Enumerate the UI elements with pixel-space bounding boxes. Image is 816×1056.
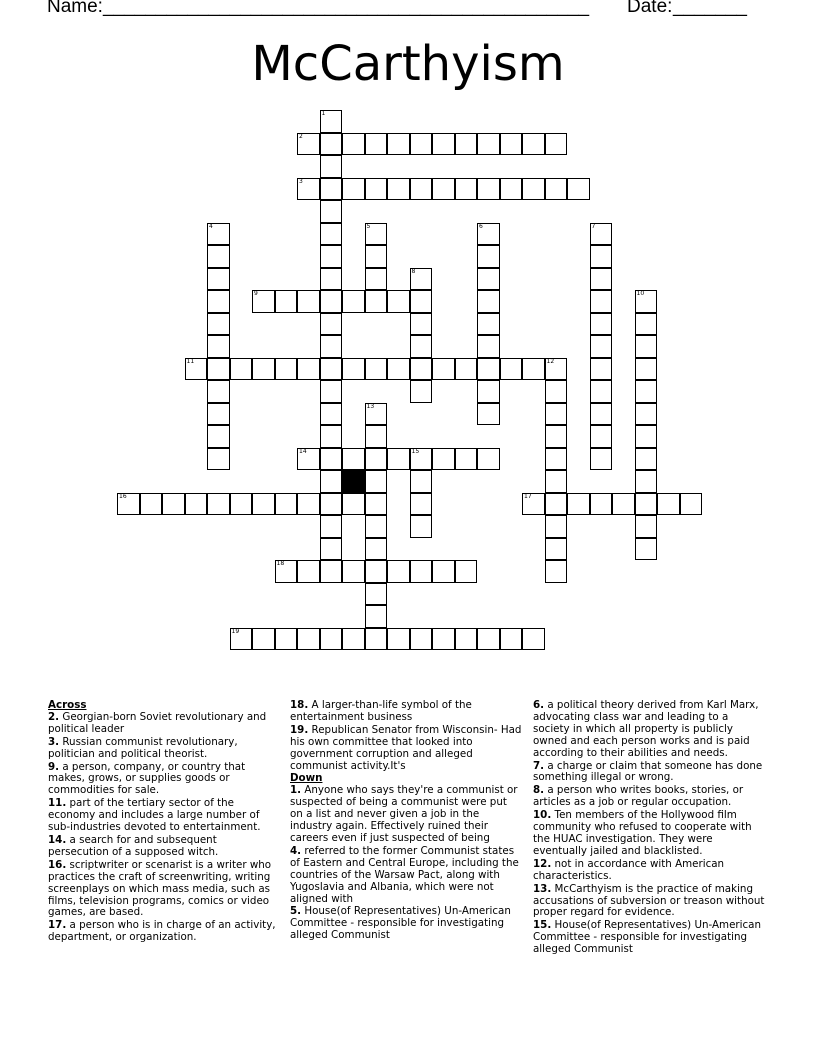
grid-cell[interactable] (590, 358, 613, 381)
grid-cell[interactable] (455, 358, 478, 381)
grid-cell[interactable] (410, 335, 433, 358)
grid-cell[interactable] (207, 268, 230, 291)
grid-cell[interactable] (320, 538, 343, 561)
grid-cell[interactable] (275, 290, 298, 313)
grid-cell[interactable] (320, 628, 343, 651)
clue-number: 4 (209, 222, 213, 230)
grid-cell[interactable] (410, 628, 433, 651)
grid-cell[interactable] (387, 448, 410, 471)
clue-item (48, 712, 280, 736)
grid-cell[interactable] (320, 515, 343, 538)
grid-cell[interactable] (612, 493, 635, 516)
grid-cell[interactable] (365, 268, 388, 291)
clue-text: McCarthyism is the practice of making accusations of subversion or treason without proper regard for evidence. (533, 882, 765, 919)
clue-item (290, 846, 522, 906)
grid-cell[interactable] (365, 425, 388, 448)
grid-cell[interactable] (567, 493, 590, 516)
clue-text: not in accordance with American characteristics. (533, 857, 725, 882)
grid-cell[interactable] (387, 560, 410, 583)
grid-cell[interactable] (342, 133, 365, 156)
clue-number: 3 (299, 177, 303, 185)
grid-cell[interactable] (320, 425, 343, 448)
clue-item (48, 798, 280, 834)
clue-num: 1. (290, 784, 302, 797)
grid-cell[interactable] (432, 628, 455, 651)
clue-number: 5 (366, 222, 371, 230)
grid-cell[interactable] (207, 245, 230, 268)
grid-cell[interactable] (230, 358, 253, 381)
grid-cell[interactable] (342, 290, 365, 313)
grid-cell[interactable] (477, 335, 500, 358)
grid-cell[interactable] (455, 628, 478, 651)
clue-item (48, 860, 280, 920)
grid-cell[interactable] (207, 493, 230, 516)
grid-cell[interactable] (320, 290, 343, 313)
grid-cell[interactable] (320, 448, 343, 471)
clue-num: 16. (48, 858, 67, 871)
grid-cell[interactable] (635, 493, 658, 516)
grid-cell[interactable] (410, 515, 433, 538)
clue-text: a charge or claim that someone has done something illegal or wrong. (533, 759, 763, 784)
across-heading: Across (48, 699, 87, 711)
grid-cell[interactable] (545, 515, 568, 538)
clue-number: 15 (411, 447, 420, 455)
grid-cell[interactable] (320, 200, 343, 223)
grid-cell[interactable] (590, 268, 613, 291)
grid-cell[interactable] (635, 403, 658, 426)
grid-cell[interactable] (590, 290, 613, 313)
clue-text: Georgian-born Soviet revolutionary and political leader (48, 710, 267, 735)
grid-cell[interactable] (365, 245, 388, 268)
grid-cell[interactable] (500, 358, 523, 381)
grid-cell[interactable] (140, 493, 163, 516)
puzzle-title: McCarthyism (251, 36, 565, 92)
grid-cell[interactable] (252, 358, 275, 381)
grid-cell[interactable] (545, 448, 568, 471)
grid-cell[interactable] (320, 403, 343, 426)
grid-cell[interactable] (230, 493, 253, 516)
grid-cell[interactable] (320, 313, 343, 336)
grid-cell[interactable] (522, 358, 545, 381)
grid-cell[interactable] (455, 178, 478, 201)
grid-cell[interactable] (590, 380, 613, 403)
grid-cell[interactable] (365, 470, 388, 493)
grid-cell[interactable] (410, 470, 433, 493)
clue-num: 14. (48, 833, 67, 846)
grid-cell[interactable] (635, 515, 658, 538)
clue-text: a person who is in charge of an activity, department, or organization. (48, 919, 276, 944)
clue-number: 2 (299, 132, 303, 140)
grid-cell[interactable] (432, 448, 455, 471)
grid-cell[interactable] (365, 583, 388, 606)
grid-cell[interactable] (410, 178, 433, 201)
clue-number: 6 (479, 222, 483, 230)
grid-cell[interactable] (410, 313, 433, 336)
clue-num: 11. (48, 797, 67, 810)
name-line[interactable]: ______________________________________________ (103, 0, 590, 17)
grid-cell[interactable] (320, 380, 343, 403)
grid-cell[interactable] (522, 133, 545, 156)
clue-item (290, 785, 522, 845)
clue-item (48, 835, 280, 859)
grid-cell[interactable] (365, 515, 388, 538)
grid-cell[interactable] (545, 560, 568, 583)
clue-number: 1 (321, 110, 326, 117)
grid-cell[interactable] (680, 493, 703, 516)
clue-text: Republican Senator from Wisconsin- Had his own committee that looked into government corruption and alleged communist activity.It's (290, 723, 522, 772)
clue-num: 9. (48, 760, 60, 773)
clue-num: 8. (533, 784, 545, 797)
grid-cell[interactable] (590, 335, 613, 358)
grid-cell[interactable] (320, 470, 343, 493)
clue-number: 11 (186, 357, 195, 365)
clue-number: 16 (119, 492, 127, 500)
grid-cell[interactable] (635, 470, 658, 493)
date-line[interactable]: _______ (673, 0, 747, 17)
grid-cell[interactable] (387, 133, 410, 156)
clue-num: 4. (290, 844, 302, 857)
grid-cell[interactable] (477, 380, 500, 403)
grid-cell[interactable] (477, 448, 500, 471)
grid-cell[interactable] (477, 313, 500, 336)
clue-num: 13. (533, 882, 552, 895)
grid-cell[interactable] (275, 493, 298, 516)
grid-cell[interactable] (477, 358, 500, 381)
grid-cell[interactable] (207, 358, 230, 381)
clue-text: referred to the former Communist states of Eastern and Central Europe, including the countries of the Warsaw Pact, along with Yugoslavia and Albania, which were not aligned with (290, 844, 519, 905)
grid-cell[interactable] (342, 178, 365, 201)
grid-cell[interactable] (387, 178, 410, 201)
grid-cell[interactable] (410, 493, 433, 516)
grid-cell[interactable] (207, 448, 230, 471)
grid-cell[interactable] (365, 538, 388, 561)
grid-cell[interactable] (365, 133, 388, 156)
grid-cell[interactable] (275, 358, 298, 381)
grid-cell[interactable] (297, 493, 320, 516)
grid-cell[interactable] (635, 313, 658, 336)
grid-cell[interactable] (252, 493, 275, 516)
clue-num: 3. (48, 735, 60, 748)
grid-cell[interactable] (635, 538, 658, 561)
clue-text: a person who writes books, stories, or articles as a job or regular occupation. (533, 784, 744, 809)
clue-text: a person, company, or country that makes, grows, or supplies goods or commodities for sale. (48, 760, 246, 797)
clue-num: 18. (290, 699, 309, 711)
grid-cell[interactable] (545, 425, 568, 448)
grid-cell[interactable] (545, 470, 568, 493)
grid-cell[interactable] (522, 628, 545, 651)
grid-cell[interactable] (297, 560, 320, 583)
clue-text: a search for and subsequent persecution of a supposed witch. (48, 833, 219, 858)
grid-cell[interactable] (320, 493, 343, 516)
grid-cell[interactable] (635, 448, 658, 471)
clue-text: House(of Representatives) Un-American Committee - responsible for investigating alleged Communist (533, 919, 762, 956)
grid-cell[interactable] (545, 178, 568, 201)
grid-cell[interactable] (365, 560, 388, 583)
clue-item (533, 761, 765, 785)
grid-cell[interactable] (455, 448, 478, 471)
clue-num: 17. (48, 919, 67, 932)
grid-cell[interactable] (297, 628, 320, 651)
grid-cell[interactable] (297, 290, 320, 313)
clue-item (48, 762, 280, 798)
grid-cell[interactable] (207, 335, 230, 358)
grid-cell[interactable] (320, 133, 343, 156)
clue-text: a political theory derived from Karl Marx, advocating class war and leading to a society in which all property is publicly owned and each person works and is paid according to their abilities and needs. (533, 699, 759, 759)
grid-cell[interactable] (545, 133, 568, 156)
grid-cell[interactable] (365, 493, 388, 516)
grid-cell[interactable] (522, 178, 545, 201)
grid-cell[interactable] (635, 380, 658, 403)
clue-item (290, 725, 522, 773)
grid-cell[interactable] (275, 628, 298, 651)
grid-cell[interactable] (365, 448, 388, 471)
grid-cell[interactable] (477, 268, 500, 291)
clue-item (48, 920, 280, 944)
grid-cell[interactable] (320, 155, 343, 178)
clue-item (533, 810, 765, 858)
clue-text: Ten members of the Hollywood film community who refused to cooperate with the HUAC investigation. They were eventually jailed and blacklisted. (533, 809, 752, 857)
clue-number: 18 (276, 560, 285, 567)
date-label: Date: (627, 0, 673, 17)
grid-cell[interactable] (410, 358, 433, 381)
clue-item (290, 700, 522, 724)
grid-cell[interactable] (365, 290, 388, 313)
clue-number: 17 (524, 492, 532, 500)
grid-cell[interactable] (365, 605, 388, 628)
clue-item (533, 859, 765, 883)
grid-cell[interactable] (320, 178, 343, 201)
clues-column-1 (48, 700, 280, 945)
clue-text: A larger-than-life symbol of the entertainment business (290, 699, 472, 723)
grid-cell[interactable] (320, 268, 343, 291)
clue-number: 13 (366, 402, 375, 410)
grid-cell[interactable] (365, 628, 388, 651)
clue-number: 9 (254, 290, 258, 297)
clue-num: 15. (533, 919, 552, 932)
grid-cell[interactable] (365, 178, 388, 201)
clue-item (48, 737, 280, 761)
name-label: Name: (47, 0, 103, 17)
grid-cell[interactable] (207, 403, 230, 426)
clues-column-3 (533, 700, 765, 957)
grid-cell[interactable] (387, 290, 410, 313)
grid-cell[interactable] (387, 358, 410, 381)
clue-text: Russian communist revolutionary, politician and political theorist. (48, 735, 238, 760)
grid-cell[interactable] (455, 133, 478, 156)
grid-cell[interactable] (635, 335, 658, 358)
clues-column-2 (290, 700, 522, 943)
grid-cell[interactable] (410, 380, 433, 403)
grid-cell[interactable] (500, 133, 523, 156)
clue-item (290, 906, 522, 942)
grid-cell[interactable] (252, 628, 275, 651)
clue-num: 5. (290, 905, 302, 918)
grid-cell[interactable] (590, 245, 613, 268)
grid-cell[interactable] (320, 223, 343, 246)
down-heading: Down (290, 772, 323, 785)
grid-cell[interactable] (342, 628, 365, 651)
grid-cell[interactable] (432, 560, 455, 583)
clue-num: 2. (48, 710, 60, 723)
grid-cell[interactable] (635, 425, 658, 448)
clue-text: Anyone who says they're a communist or suspected of being a communist were put on a list and never given a job in the industry again. Effectively ruined their careers even if just suspected of being (290, 784, 518, 844)
grid-cell[interactable] (162, 493, 185, 516)
clue-num: 19. (290, 723, 309, 736)
grid-cell[interactable] (567, 178, 590, 201)
grid-cell[interactable] (477, 178, 500, 201)
clue-number: 19 (231, 627, 240, 635)
clue-num: 7. (533, 759, 545, 772)
clue-num: 12. (533, 857, 552, 870)
grid-cell[interactable] (207, 290, 230, 313)
grid-cell[interactable] (590, 403, 613, 426)
clue-text: scriptwriter or scenarist is a writer who practices the craft of screenwriting, writing screenplays on which mass media, such as films, television programs, comics or video games, are based. (48, 858, 272, 919)
grid-cell[interactable] (320, 335, 343, 358)
grid-cell[interactable] (477, 290, 500, 313)
grid-cell[interactable] (477, 133, 500, 156)
grid-cell[interactable] (297, 358, 320, 381)
grid-cell[interactable] (387, 628, 410, 651)
clue-number: 7 (591, 222, 596, 230)
grid-cell[interactable] (342, 560, 365, 583)
grid-cell[interactable] (545, 403, 568, 426)
grid-cell[interactable] (432, 178, 455, 201)
grid-cell[interactable] (432, 358, 455, 381)
clue-text: part of the tertiary sector of the economy and includes a large number of sub-industries devoted to entertainment. (48, 797, 261, 834)
grid-cell[interactable] (207, 425, 230, 448)
clue-number: 8 (411, 267, 416, 275)
clue-item (533, 884, 765, 920)
clue-num: 6. (533, 699, 545, 711)
clue-number: 10 (636, 290, 645, 297)
grid-cell[interactable] (657, 493, 680, 516)
clue-item (533, 785, 765, 809)
grid-cell[interactable] (635, 358, 658, 381)
clue-text: House(of Representatives) Un-American Committee - responsible for investigating alleged Communist (290, 905, 511, 942)
grid-cell[interactable] (320, 560, 343, 583)
grid-cell[interactable] (342, 448, 365, 471)
grid-cell[interactable] (590, 313, 613, 336)
grid-cell[interactable] (477, 628, 500, 651)
grid-cell[interactable] (477, 245, 500, 268)
black-square (342, 470, 365, 493)
grid-cell[interactable] (432, 133, 455, 156)
grid-cell[interactable] (342, 358, 365, 381)
grid-cell[interactable] (320, 358, 343, 381)
grid-cell[interactable] (545, 380, 568, 403)
grid-cell[interactable] (500, 178, 523, 201)
grid-cell[interactable] (185, 493, 208, 516)
grid-cell[interactable] (365, 358, 388, 381)
clue-item (533, 700, 765, 760)
clue-number: 12 (546, 357, 555, 365)
grid-cell[interactable] (477, 403, 500, 426)
grid-cell[interactable] (410, 560, 433, 583)
clue-num: 10. (533, 809, 552, 822)
grid-cell[interactable] (590, 448, 613, 471)
grid-cell[interactable] (410, 290, 433, 313)
grid-cell[interactable] (207, 380, 230, 403)
grid-cell[interactable] (320, 245, 343, 268)
grid-cell[interactable] (545, 538, 568, 561)
grid-cell[interactable] (590, 425, 613, 448)
clue-item (533, 920, 765, 956)
clue-number: 14 (299, 447, 307, 455)
grid-cell[interactable] (410, 133, 433, 156)
grid-cell[interactable] (545, 493, 568, 516)
grid-cell[interactable] (500, 628, 523, 651)
grid-cell[interactable] (342, 493, 365, 516)
grid-cell[interactable] (455, 560, 478, 583)
grid-cell[interactable] (590, 493, 613, 516)
grid-cell[interactable] (207, 313, 230, 336)
